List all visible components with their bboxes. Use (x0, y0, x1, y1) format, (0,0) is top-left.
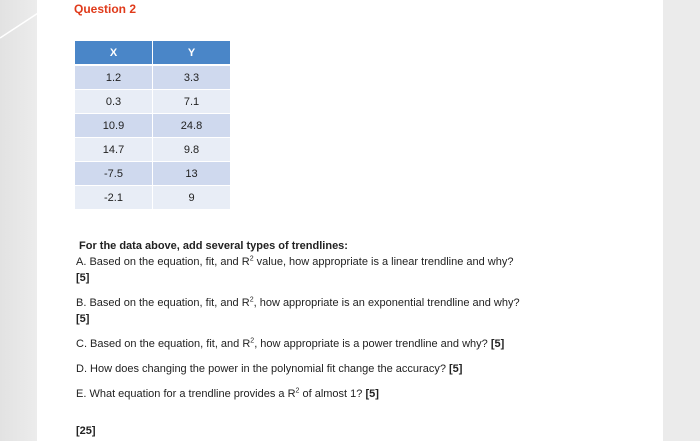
question-title: Question 2 (74, 2, 137, 16)
superscript-2: 2 (249, 296, 254, 304)
superscript-2: 2 (249, 255, 254, 263)
question-c-text-end: , how appropriate is a power trendline and why? (254, 338, 491, 350)
total-marks: [25] (76, 425, 96, 437)
cell-y: 9 (153, 186, 230, 210)
question-b-text-end: , how appropriate is an exponential trendline and why? (253, 297, 520, 309)
cell-x: 0.3 (75, 90, 153, 114)
superscript-2: 2 (295, 387, 300, 395)
question-c-mark: [5] (490, 338, 505, 350)
question-d-mark: [5] (449, 363, 463, 375)
question-d (76, 361, 621, 377)
left-margin (0, 0, 37, 441)
cell-x: 10.9 (75, 114, 153, 138)
table-row (75, 186, 230, 210)
question-e (76, 386, 621, 402)
table-header-row (75, 41, 230, 66)
question-e-text: E. What equation for a trendline provides a R (76, 388, 296, 400)
instructions (76, 238, 621, 402)
table-row (75, 90, 230, 114)
question-b-text: B. Based on the equation, fit, and R (76, 297, 250, 309)
cell-x: -7.5 (75, 162, 153, 186)
question-d-text: D. How does changing the power in the polynomial fit change the accuracy? (76, 363, 449, 375)
question-b (76, 295, 621, 327)
question-a-text: A. Based on the equation, fit, and R (76, 256, 250, 268)
instructions-heading: For the data above, add several types of trendlines: (79, 240, 348, 252)
question-b-mark: [5] (76, 313, 90, 325)
header-y: Y (153, 41, 230, 66)
question-c-text: C. Based on the equation, fit, and R (76, 338, 251, 350)
cell-y: 3.3 (153, 66, 230, 90)
header-x: X (75, 41, 153, 66)
question-c (76, 336, 621, 352)
cell-y: 7.1 (153, 90, 230, 114)
cell-y: 9.8 (153, 138, 230, 162)
table-row (75, 138, 230, 162)
cell-x: -2.1 (75, 186, 153, 210)
table-row (75, 114, 230, 138)
question-e-text-end: of almost 1? (299, 388, 366, 400)
table-row (75, 162, 230, 186)
data-table (75, 41, 230, 210)
question-a-mark: [5] (76, 272, 90, 284)
cell-x: 1.2 (75, 66, 153, 90)
cell-y: 24.8 (153, 114, 230, 138)
cell-x: 14.7 (75, 138, 153, 162)
question-a-text-end: value, how appropriate is a linear trendline and why? (253, 256, 514, 268)
right-margin (663, 0, 700, 441)
question-e-mark: [5] (365, 388, 379, 400)
question-a (76, 254, 621, 286)
table-row (75, 66, 230, 90)
cell-y: 13 (153, 162, 230, 186)
superscript-2: 2 (250, 337, 255, 345)
